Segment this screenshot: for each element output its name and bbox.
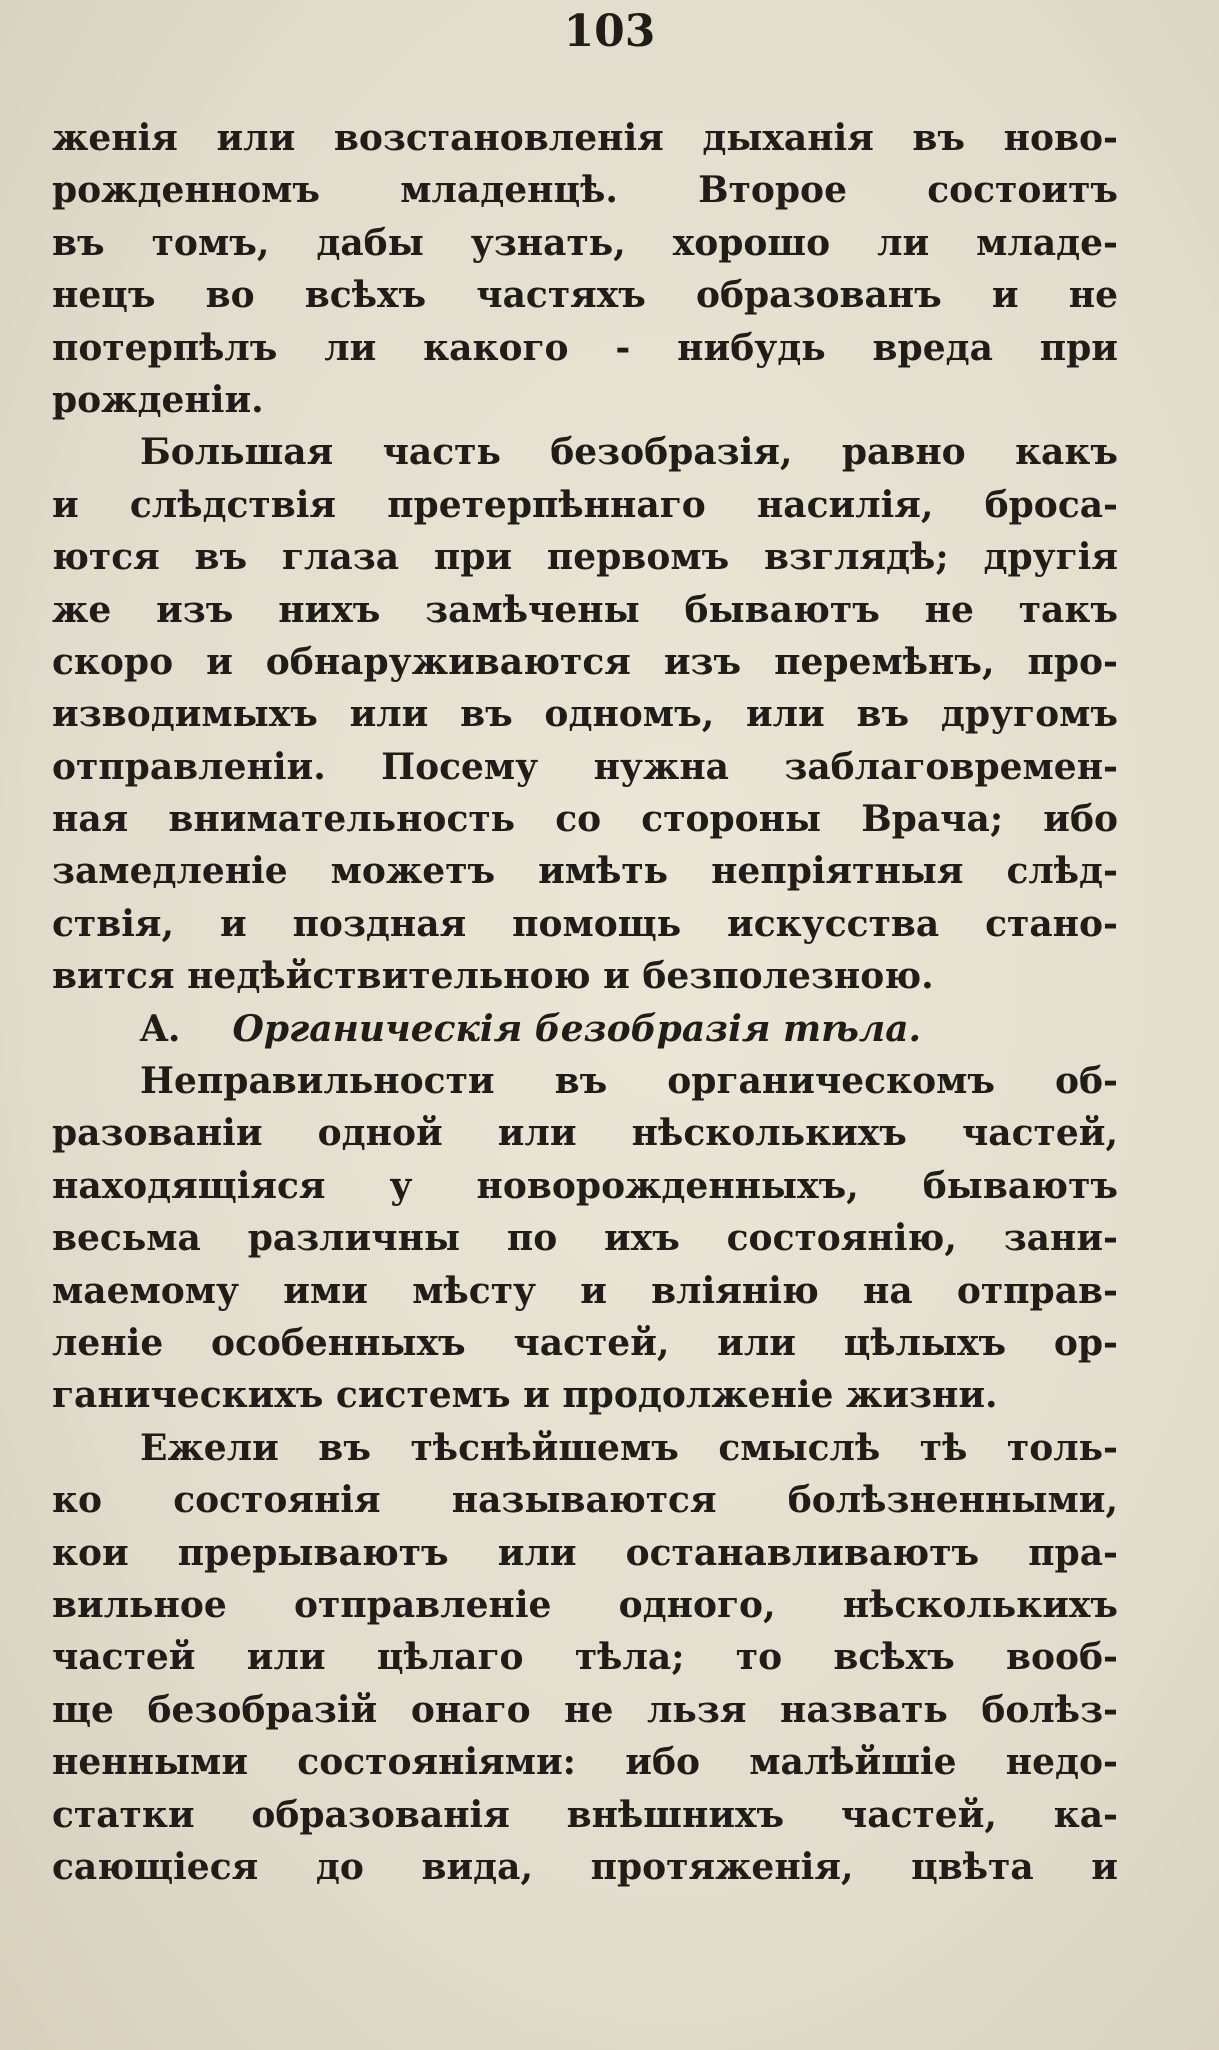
text-line: рожденномъ младенцѣ. Второе состоитъ [52, 169, 1118, 212]
text-line: Ежели въ тѣснѣйшемъ смыслѣ тѣ толь- [140, 1426, 1118, 1469]
paragraph-2 [52, 426, 1118, 1002]
text-line: нецъ во всѣхъ частяхъ образованъ и не [52, 274, 1118, 317]
text-line: ненными состояніями: ибо малѣйшіе недо- [52, 1741, 1118, 1784]
text-line: ствія, и поздная помощь искусства стано- [52, 902, 1118, 945]
paragraph-4 [52, 1422, 1118, 1894]
text-line: рожденіи. [52, 378, 264, 421]
text-line: сающіеся до вида, протяженія, цвѣта и [52, 1845, 1118, 1888]
text-line: Большая часть безобразія, равно какъ [140, 431, 1118, 474]
text-line: ще безобразій онаго не льзя назвать болѣз- [52, 1688, 1118, 1731]
text-line: частей или цѣлаго тѣла; то всѣхъ вооб- [52, 1636, 1118, 1679]
text-line: вильное отправленіе одного, нѣсколькихъ [52, 1583, 1118, 1626]
text-line: скоро и обнаруживаются изъ перемѣнъ, про- [52, 640, 1118, 683]
section-heading-title: Органическія безобразія тѣла. [232, 1007, 922, 1050]
text-line: находящіяся у новорожденныхъ, бываютъ [52, 1164, 1118, 1207]
section-heading [52, 1003, 1118, 1055]
text-line: и слѣдствія претерпѣннаго насилія, броса- [52, 483, 1118, 526]
text-line: статки образованія внѣшнихъ частей, ка- [52, 1793, 1118, 1836]
text-line: маемому ими мѣсту и вліянію на отправ- [52, 1269, 1118, 1312]
body-text [52, 112, 1118, 1893]
paragraph-3 [52, 1055, 1118, 1422]
page-number: 103 [563, 6, 656, 57]
text-line: женія или возстановленія дыханія въ ново- [52, 117, 1118, 159]
text-line: замедленіе можетъ имѣть непріятныя слѣд- [52, 850, 1118, 893]
text-line: весьма различны по ихъ состоянію, зани- [52, 1217, 1118, 1260]
text-line: же изъ нихъ замѣчены бываютъ не такъ [52, 588, 1118, 631]
text-line: кои прерываютъ или останавливаютъ пра- [52, 1531, 1118, 1574]
text-line: отправленіи. Посему нужна заблаговремен- [52, 745, 1118, 788]
text-line: потерпѣлъ ли какого - нибудь вреда при [52, 326, 1118, 369]
text-line: изводимыхъ или въ одномъ, или въ другомъ [52, 693, 1118, 736]
text-line: ганическихъ системъ и продолженіе жизни. [52, 1374, 998, 1417]
text-line: ются въ глаза при первомъ взглядѣ; другія [52, 536, 1118, 579]
text-line: Неправильности въ органическомъ об- [140, 1060, 1118, 1103]
paragraph-1 [52, 112, 1118, 426]
text-line: леніе особенныхъ частей, или цѣлыхъ ор- [52, 1321, 1118, 1364]
text-line: въ томъ, дабы узнать, хорошо ли младе- [52, 221, 1118, 264]
text-line: ко состоянія называются болѣзненными, [52, 1479, 1118, 1522]
text-line: ная внимательность со стороны Врача; ибо [52, 798, 1118, 841]
section-heading-label: A. [140, 1007, 181, 1050]
text-line: вится недѣйствительною и безполезною. [52, 955, 934, 998]
text-line: разованіи одной или нѣсколькихъ частей, [52, 1112, 1118, 1155]
